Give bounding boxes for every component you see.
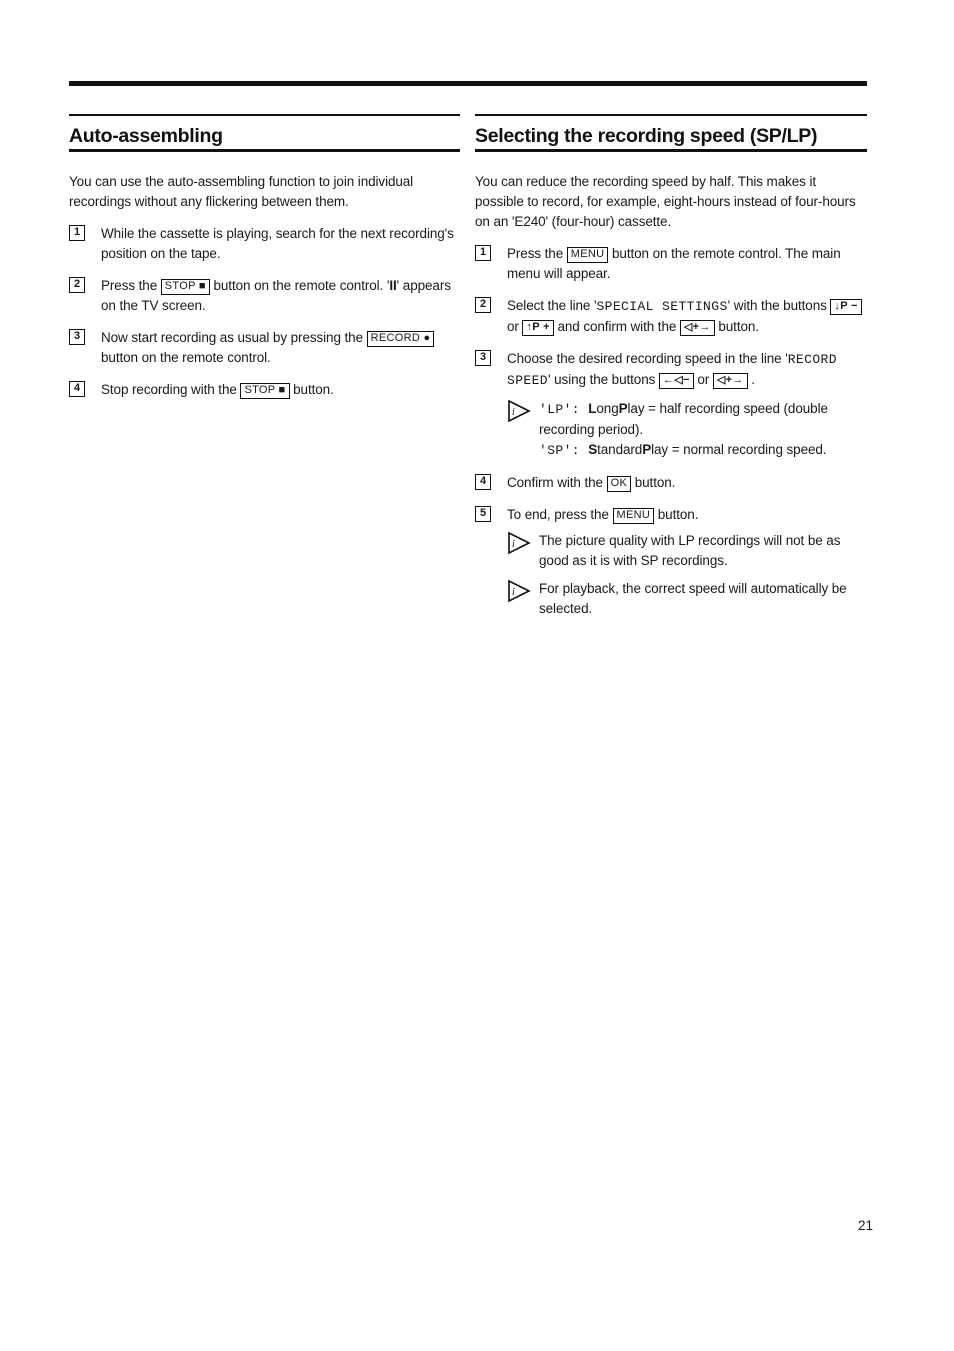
step-1 [69, 224, 460, 264]
step-number: 5 [475, 506, 491, 522]
step-number: 1 [69, 225, 85, 241]
step-number: 3 [69, 329, 85, 345]
ok-key: OK [607, 476, 632, 492]
channel-down-key: ↓P − [830, 299, 861, 315]
lp-label: 'LP': [539, 402, 589, 417]
sp-label: 'SP': [539, 443, 589, 458]
lp-line [539, 399, 867, 440]
step-3 [69, 328, 460, 368]
step-number: 4 [69, 381, 85, 397]
step-text: or [693, 372, 713, 387]
stop-key: STOP ■ [240, 383, 289, 399]
info-icon [507, 579, 531, 603]
menu-line-name: SPECIAL SETTINGS [596, 299, 728, 314]
step-text: Stop recording with the [101, 382, 241, 397]
intro-text: You can use the auto-assembling function to join individual recordings without any flickering between them. [69, 174, 414, 209]
record-key: RECORD ● [367, 331, 435, 347]
volume-down-key: ←◁− [659, 373, 694, 389]
step-text: Now start recording as usual by pressing the [101, 330, 367, 345]
info-note [475, 399, 867, 461]
step-text: To end, press the [507, 507, 613, 522]
sp-line [539, 440, 867, 461]
section-title: Selecting the recording speed (SP/LP) [475, 125, 818, 147]
svg-text:i: i [512, 539, 515, 550]
note-text: The picture quality with LP recordings will not be as good as it is with SP recordings. [539, 533, 841, 568]
step-text: button on the remote control. The main menu will appear. [507, 246, 841, 281]
svg-text:i: i [512, 587, 515, 598]
step-4 [475, 473, 867, 493]
section-header [69, 114, 460, 152]
emphasis: P [618, 401, 628, 416]
intro-text: You can reduce the recording speed by half. This makes it possible to record, for example, eight-hours instead of four-hours on an 'E240' (four-hour) cassette. [475, 174, 856, 229]
stop-key: STOP ■ [161, 279, 210, 295]
note-text: ong [596, 401, 619, 416]
pause-symbol: II [389, 278, 397, 293]
step-text: ' appears on the TV screen. [101, 278, 451, 313]
top-rule [69, 81, 867, 86]
page-number: 21 [858, 1218, 874, 1233]
note-text: For playback, the correct speed will automatically be selected. [539, 581, 847, 616]
svg-text:i: i [512, 407, 515, 418]
step-text: Press the [507, 246, 567, 261]
section-auto-assembling [69, 114, 460, 412]
step-text: button. [714, 319, 759, 334]
step-2 [69, 276, 460, 316]
step-number: 1 [475, 245, 491, 261]
emphasis: S [588, 442, 598, 457]
step-4 [69, 380, 460, 400]
section-header [475, 114, 867, 152]
note-text: tandard [597, 442, 643, 457]
section-title: Auto-assembling [69, 125, 223, 147]
note-text: lay = half recording speed (double recording period). [539, 401, 828, 437]
step-text: button. [289, 382, 334, 397]
step-number: 2 [69, 277, 85, 293]
step-text: and confirm with the [553, 319, 680, 334]
channel-up-key: ↑P + [522, 320, 553, 336]
menu-key: MENU [613, 508, 655, 524]
info-note [475, 531, 867, 571]
step-number: 2 [475, 297, 491, 313]
step-3 [475, 349, 867, 391]
step-2 [475, 296, 867, 337]
step-text: Press the [101, 278, 161, 293]
step-text: Confirm with the [507, 475, 607, 490]
step-text: . [747, 372, 755, 387]
step-text: While the cassette is playing, search for the next recording's position on the tape. [101, 226, 454, 261]
step-text: button on the remote control. [101, 350, 271, 365]
step-text: button. [654, 507, 699, 522]
step-text: ' using the buttons [548, 372, 659, 387]
step-5 [475, 505, 867, 525]
info-icon [507, 531, 531, 555]
step-number: 3 [475, 350, 491, 366]
step-text: or [507, 319, 523, 334]
menu-key: MENU [567, 247, 609, 263]
step-number: 4 [475, 474, 491, 490]
emphasis: L [588, 401, 597, 416]
step-text: Select the line ' [507, 298, 597, 313]
volume-up-key: ◁+→ [713, 373, 748, 389]
menu-line-name: RECORD SPEED [507, 352, 837, 388]
section-recording-speed [475, 114, 867, 619]
step-1 [475, 244, 867, 284]
info-note [475, 579, 867, 619]
step-text: button on the remote control. ' [209, 278, 390, 293]
step-text: button. [631, 475, 676, 490]
note-text: lay = normal recording speed. [651, 442, 827, 457]
emphasis: P [642, 442, 652, 457]
volume-up-key: ◁+→ [680, 320, 715, 336]
step-text: ' with the buttons [727, 298, 831, 313]
step-text: Choose the desired recording speed in the line ' [507, 351, 788, 366]
info-icon [507, 399, 531, 423]
